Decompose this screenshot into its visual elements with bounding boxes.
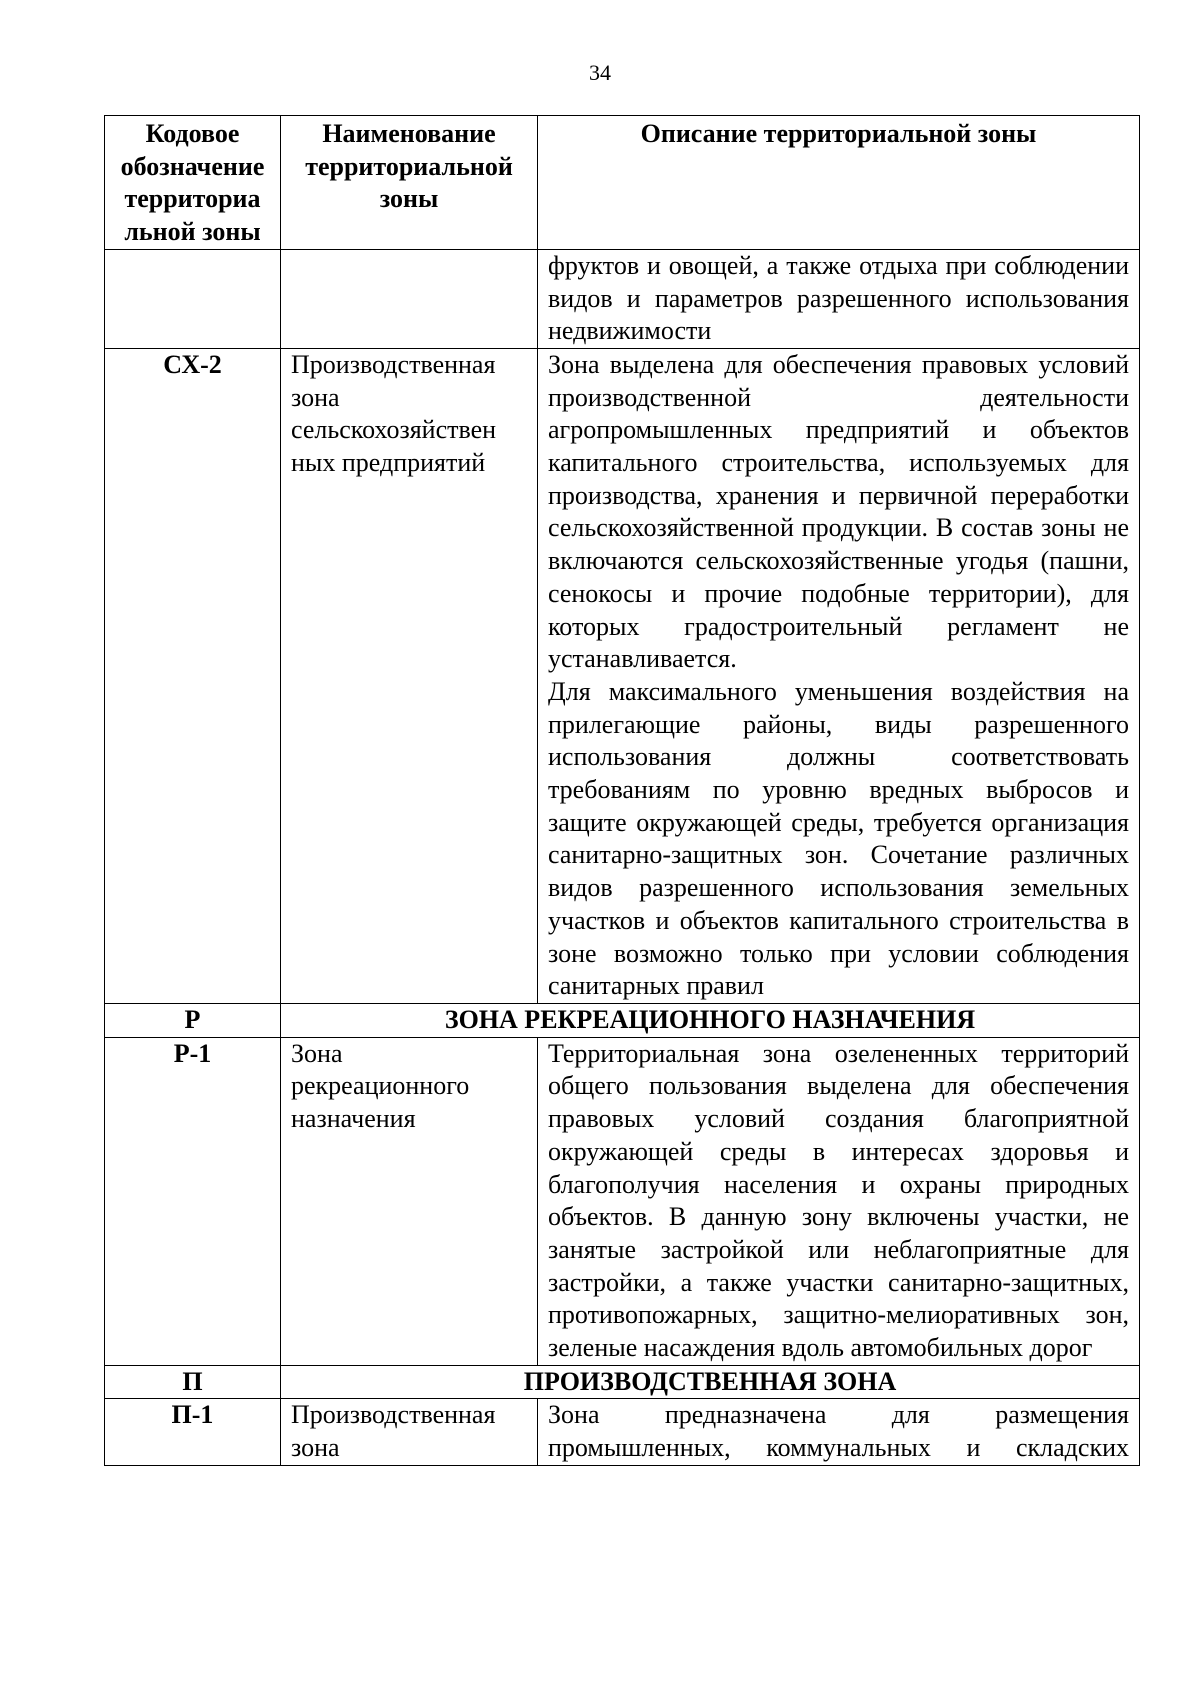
page-number: 34 bbox=[589, 60, 611, 85]
cell-description-sx2 bbox=[538, 348, 1140, 1003]
cell-description bbox=[538, 249, 1140, 348]
cell-code-sx2: СХ-2 bbox=[105, 348, 281, 1003]
table-row-r1 bbox=[105, 1037, 1140, 1365]
section-title-p: ПРОИЗВОДСТВЕННАЯ ЗОНА bbox=[281, 1365, 1140, 1399]
table-row-p1 bbox=[105, 1399, 1140, 1465]
section-row-p bbox=[105, 1365, 1140, 1399]
cell-code bbox=[105, 249, 281, 348]
cell-code-r1: Р-1 bbox=[105, 1037, 281, 1365]
section-title-r: ЗОНА РЕКРЕАЦИОННОГО НАЗНАЧЕНИЯ bbox=[281, 1003, 1140, 1037]
cell-description-p1 bbox=[538, 1399, 1140, 1465]
header-name: Наименование территориальной зоны bbox=[281, 116, 538, 250]
territorial-zones-table bbox=[104, 115, 1140, 1466]
header-description: Описание территориальной зоны bbox=[538, 116, 1140, 250]
description-text-r1: Территориальная зона озелененных территорий общего пользования выделена для обеспечения правовых условий создания благоприятной окружающей среды в интересах здоровья и благополучия населения и охраны природных объектов. В данную зону включены участки, не занятые застройкой или неблагоприятные для застройки, а также участки санитарно-защитных, противопожарных, защитно-мелиоративных зон, зеленые насаждения вдоль автомобильных дорог bbox=[548, 1038, 1129, 1363]
description-paragraph-1: Зона выделена для обеспечения правовых условий производственной деятельности агропромышленных предприятий и объектов капитального строительства, используемых для производства, хранения и первичной переработки сельскохозяйственной продукции. В состав зоны не включаются сельскохозяйственные угодья (пашни, сенокосы и прочие подобные территории), для которых градостроительный регламент не устанавливается. bbox=[548, 349, 1129, 674]
cell-name-p1: Производственная зона bbox=[281, 1399, 538, 1465]
cell-name-sx2: Производственная зона сельскохозяйствен ных предприятий bbox=[281, 348, 538, 1003]
cell-code-p1: П-1 bbox=[105, 1399, 281, 1465]
section-code-r: Р bbox=[105, 1003, 281, 1037]
table-row-sx2 bbox=[105, 348, 1140, 1003]
cell-description-r1 bbox=[538, 1037, 1140, 1365]
cell-name-r1: Зона рекреационного назначения bbox=[281, 1037, 538, 1365]
section-row-r bbox=[105, 1003, 1140, 1037]
header-code: Кодовое обозначение территориа льной зоны bbox=[105, 116, 281, 250]
table-row-continuation bbox=[105, 249, 1140, 348]
section-code-p: П bbox=[105, 1365, 281, 1399]
description-text: фруктов и овощей, а также отдыха при соблюдении видов и параметров разрешенного использования недвижимости bbox=[548, 250, 1129, 346]
table-header-row bbox=[105, 116, 1140, 250]
description-text-p1: Зона предназначена для размещения промышленных, коммунальных и складских bbox=[548, 1400, 1129, 1463]
cell-name bbox=[281, 249, 538, 348]
description-paragraph-2: Для максимального уменьшения воздействия на прилегающие районы, виды разрешенного использования должны соответствовать требованиям по уровню вредных выбросов и защите окружающей среды, требуется организация санитарно-защитных зон. Сочетание различных видов разрешенного использования земельных участков и объектов капитального строительства в зоне возможно только при условии соблюдения санитарных правил bbox=[548, 676, 1129, 1001]
